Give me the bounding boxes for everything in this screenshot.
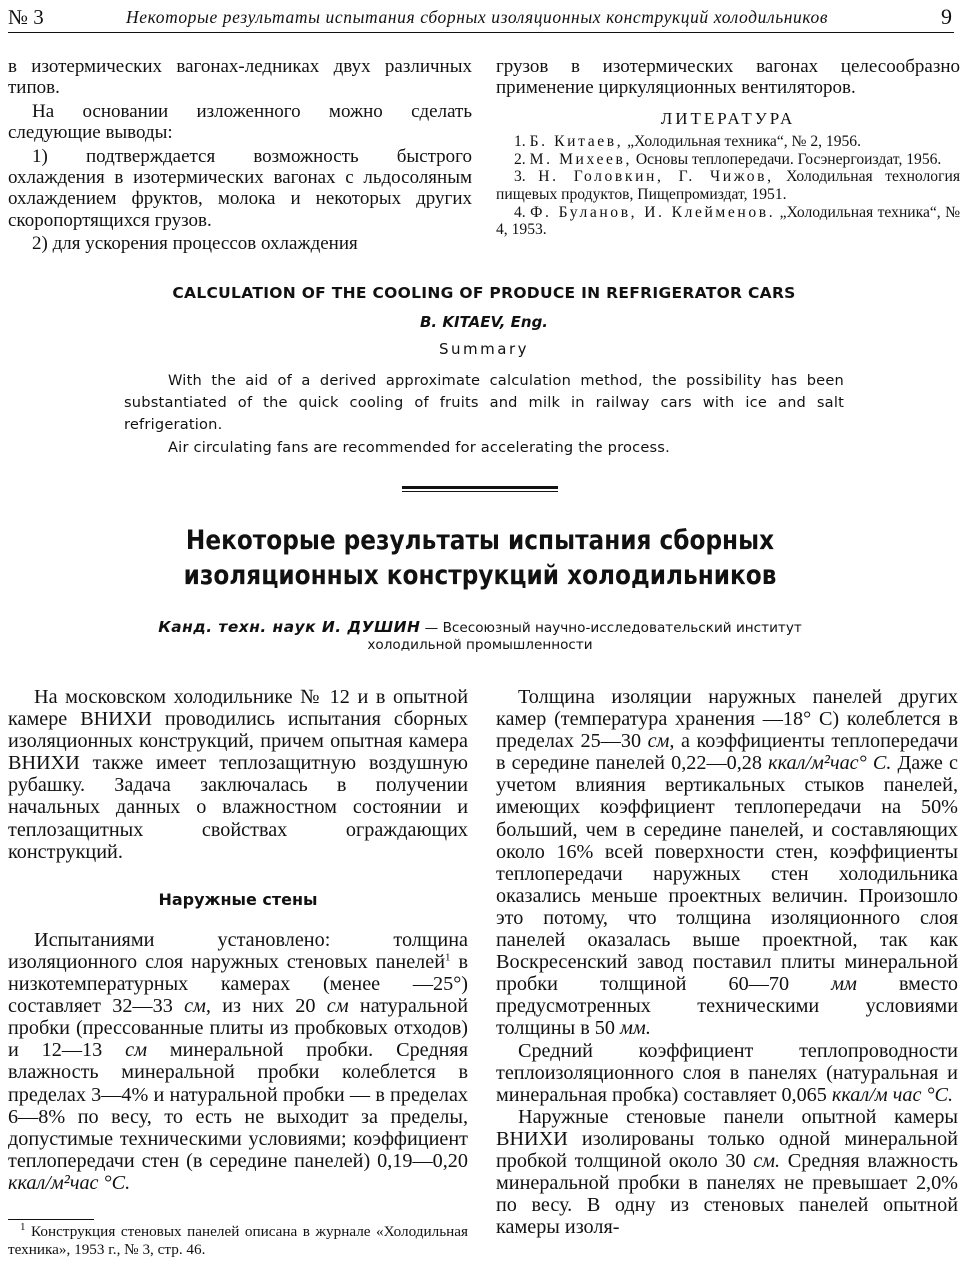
paragraph (496, 1106, 958, 1239)
text: из них 20 (210, 995, 327, 1018)
paragraph: На основании изложенного можно сделать следующие выводы: (8, 100, 472, 144)
ref-author: Б. Китаев, (529, 133, 624, 151)
separator-rule-thin (402, 491, 558, 492)
affiliation: холодильной промышленности (367, 636, 593, 653)
footnote-mark: 1 (20, 1220, 26, 1233)
paragraph: грузов в изотермических вагонах целесообразно применение циркуляционных вентиляторов. (496, 56, 960, 99)
ref-source: „Холодильная техника“, № 4, 1953. (496, 203, 960, 239)
footnote (8, 1220, 468, 1260)
summary-paragraph: Air circulating fans are recommended for accelerating the process. (168, 438, 670, 456)
conclusion-2: 2) для ускорения процессов охлаждения (32, 233, 358, 255)
unit: см (125, 1039, 147, 1062)
unit: см. (753, 1149, 781, 1172)
text: натуральной пробки (прессованные плиты из пробковых отходов) и 12—13 (8, 995, 468, 1062)
text: минеральной пробки. Средняя влажность минеральной пробки колеблется в пределах 3—4% и натуральной пробки — в пределах 6—8% по весу, то есть не выходит за пределы, допустимые техническими условиями; коэффициент теплопередачи стен (в середине панелей) 0,19—0,20 (8, 1039, 469, 1172)
title-line: изоляционных конструкций холодильников (183, 560, 777, 591)
summary-title: CALCULATION OF THE COOLING OF PRODUCE IN REFRIGERATOR CARS (172, 284, 796, 302)
page-number: 9 (941, 4, 952, 29)
footnote-text: Конструкция стеновых панелей описана в журнале «Холодильная техника», 1953 г., № 3, стр. 46. (8, 1223, 468, 1259)
literature-title: ЛИТЕРАТУРА (660, 108, 796, 128)
summary-author: B. KITAEV, Eng. (419, 313, 549, 331)
unit: мм. (620, 1017, 651, 1040)
ref-num: 1. (514, 133, 526, 151)
title-line: Некоторые результаты испытания сборных (185, 525, 775, 556)
body-right-column (496, 686, 958, 1238)
unit: ккал/м час °С. (831, 1083, 954, 1106)
paragraph (8, 929, 468, 1194)
unit: ккал/м²час °С. (8, 1171, 131, 1194)
conclusion-1: 1) подтверждается возможность быстрого охлаждения в изотермических вагонах с льдосоляным охлаждением фруктов, молока и некоторых других скоропортящихся грузов. (8, 145, 472, 231)
paragraph (496, 1040, 958, 1106)
ref-num: 3. (514, 168, 526, 186)
text: вместо предусмотренных техническими условиями толщины в 50 (496, 973, 958, 1040)
english-summary (124, 284, 844, 459)
affiliation: — Всесоюзный научно-исследовательский институт (420, 620, 802, 636)
summary-label: Summary (439, 340, 529, 358)
text: Испытаниями установлено: толщина изоляционного слоя наружных стеновых панелей (8, 928, 468, 973)
article-title (67, 523, 893, 593)
ref-author: М. Михеев, (529, 150, 632, 168)
unit: см, (184, 995, 211, 1018)
ref-source: Холодильная технология пищевых продуктов, Пищепромиздат, 1951. (496, 168, 960, 203)
unit: см, (647, 730, 675, 753)
text: в низкотемпературных камерах (менее —25°) составляет 32—33 (8, 950, 468, 1018)
text: Средний коэффициент теплопроводности теплоизоляционного слоя в панелях (натуральная и минеральная пробка) составляет 0,065 (496, 1039, 958, 1106)
summary-body (124, 370, 844, 459)
issue-number: № 3 (8, 5, 44, 29)
unit: ккал/м²час° С. (768, 752, 892, 775)
paragraph (496, 686, 958, 1040)
running-title: Некоторые результаты испытания сборных изоляционных конструкций холодильников (126, 7, 829, 27)
paragraph: в изотермических вагонах-ледниках двух различных типов. (8, 56, 472, 99)
page-header (8, 2, 954, 33)
top-left-column (8, 56, 472, 255)
ref-source: „Холодильная техника“, № 2, 1956. (627, 133, 862, 151)
paragraph: На московском холодильнике № 12 и в опытной камере ВНИХИ проводились испытания сборных изоляционных конструкций, причем опытная камера ВНИХИ также имеет теплозащитную воздушную рубашку. Задача заключалась в получении начальных данных о влажностном состоянии и теплозащитных свойствах ограждающих конструкций. (8, 686, 468, 863)
body-left-column (8, 686, 468, 1194)
ref-num: 4. (514, 203, 526, 221)
text: а коэффициенты теплопередачи в середине панелей 0,22—0,28 (496, 730, 959, 775)
top-right-column (496, 56, 960, 239)
ref-source: Основы теплопередачи. Госэнергоиздат, 1956. (635, 150, 942, 168)
text: Даже с учетом влияния вертикальных стыков панелей, имеющих коэффициент теплопередачи на 50% больший, чем в середине панелей, и составляющих около 16% всей поверхности стен, коэффициенты теплопередачи наружных стен холодильника оказались меньше проектных величин. Произошло это потому, что толщина изоляционного слоя панелей оказалась выше проектной, так как Воскресенский завод поставил плиты минеральной пробки толщиной 60—70 (496, 752, 958, 996)
unit: см (326, 995, 349, 1018)
text: Наружные стеновые панели опытной камеры ВНИХИ изолированы только одной минеральной пробкой толщиной около 30 (496, 1105, 958, 1172)
reference-list (496, 133, 960, 239)
reference-item (496, 151, 960, 169)
footnote-rule (8, 1219, 94, 1220)
unit: мм (831, 973, 857, 996)
section-heading: Наружные стены (158, 889, 318, 909)
reference-item (496, 168, 960, 203)
separator-rule (402, 486, 558, 489)
ref-author: Ф. Буланов, И. Клейменов. (530, 203, 776, 221)
author-byline (110, 619, 850, 653)
ref-num: 2. (514, 150, 526, 168)
text: Толщина изоляции наружных панелей других камер (температура хранения —18° С) колеблется в пределах 25—30 (496, 686, 958, 753)
reference-item (496, 204, 960, 239)
summary-paragraph: With the aid of a derived approximate calculation method, the possibility has been substantiated of the quick cooling of fruits and milk in railway cars with ice and salt refrigeration. (124, 372, 844, 434)
footnote-ref: 1 (445, 951, 451, 964)
text: Средняя влажность минеральной пробки в панелях не превышает 2,0% по весу. В одну из стеновых панелей опытной камеры изоля- (496, 1149, 958, 1239)
author-name: Канд. техн. наук И. ДУШИН (158, 618, 421, 636)
ref-author: Н. Головкин, Г. Чижов, (538, 168, 774, 186)
reference-item (496, 133, 960, 151)
